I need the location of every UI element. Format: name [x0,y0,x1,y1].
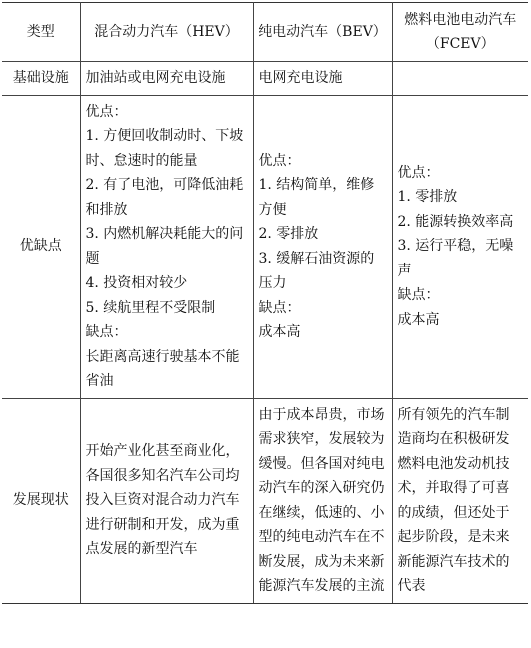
pros-item: 3. 缓解石油资源的压力 [258,250,375,291]
pros-cons-row [2,95,528,398]
pros-item: 2. 有了电池，可降低油耗和排放 [85,177,244,218]
status-fcev: 所有领先的汽车制造商均在积极研发燃料电池发动机技术，并取得了可喜的成绩，但还处于起步阶段，是未来新能源汽车技术的代表 [392,398,528,603]
pros-item: 1. 结构简单，维修方便 [258,177,375,218]
status-bev: 由于成本昂贵，市场需求狭窄，发展较为缓慢。但各国对纯电动汽车的深入研究仍在继续，低速的、小型的纯电动汽车在不断发展，成为未来新能源汽车发展的主流 [253,398,392,603]
cons-item: 成本高 [258,324,301,340]
pros-item: 2. 零排放 [258,226,319,242]
pros-item: 5. 续航里程不受限制 [85,299,216,316]
cons-item: 成本高 [397,311,440,328]
header-fcev: 燃料电池电动汽车（FCEV） [392,3,528,62]
pros-label: 优点： [397,164,440,181]
header-row [2,3,528,62]
infrastructure-row [2,62,528,96]
infrastructure-bev: 电网充电设施 [253,62,392,96]
pros-label: 优点： [85,103,128,120]
status-label: 发展现状 [2,398,80,603]
pros-item: 1. 方便回收制动时、下坡时、怠速时的能量 [85,128,244,169]
cons-label: 缺点： [85,324,128,340]
status-row [2,398,528,603]
pros-label: 优点： [258,152,301,169]
pros-cons-bev [253,95,392,398]
status-hev: 开始产业化甚至商业化，各国很多知名汽车公司均投入巨资对混合动力汽车进行研制和开发，成为重点发展的新型汽车 [80,398,253,603]
cons-label: 缺点： [258,299,301,316]
pros-item: 3. 内燃机解决耗能大的问题 [85,226,244,267]
header-bev: 纯电动汽车（BEV） [253,3,392,62]
pros-item: 1. 零排放 [397,189,458,206]
pros-cons-hev [80,95,253,398]
comparison-table [2,2,528,604]
pros-cons-label: 优缺点 [2,95,80,398]
cons-label: 缺点： [397,287,440,304]
pros-item: 3. 运行平稳，无噪声 [397,238,514,279]
infrastructure-hev: 加油站或电网充电设施 [80,62,253,96]
infrastructure-fcev [392,62,528,96]
cons-item: 长距离高速行驶基本不能省油 [85,348,240,389]
header-type: 类型 [2,3,80,62]
header-hev: 混合动力汽车（HEV） [80,3,253,62]
pros-cons-fcev [392,95,528,398]
pros-item: 4. 投资相对较少 [85,275,188,291]
pros-item: 2. 能源转换效率高 [397,213,514,230]
infrastructure-label: 基础设施 [2,62,80,96]
